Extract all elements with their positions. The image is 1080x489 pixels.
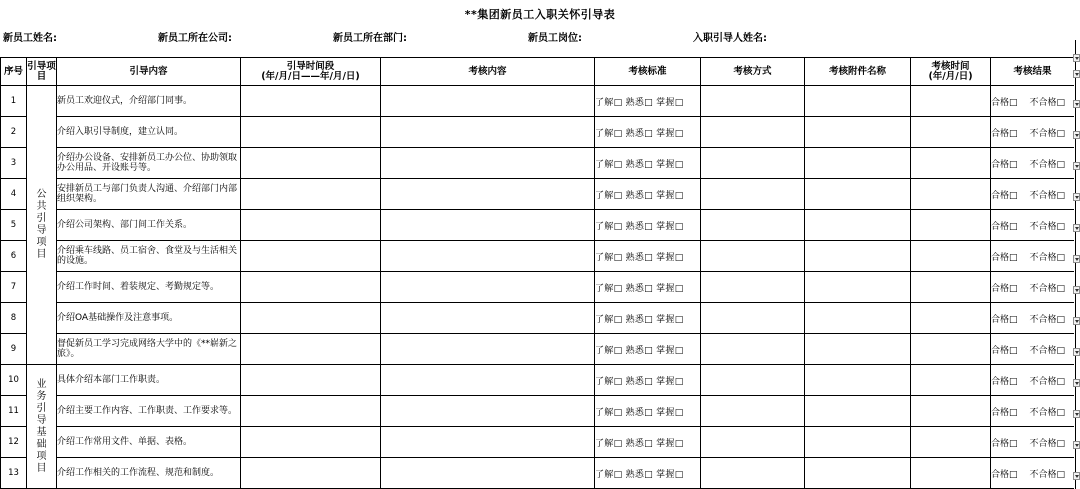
guide-period-cell[interactable] [241,272,381,303]
row-number-cell[interactable]: 7 [1,272,27,303]
assess-content-cell[interactable] [381,365,595,396]
filter-dropdown-icon[interactable] [1073,255,1080,263]
assess-standard-cell[interactable]: 了解□ 熟悉□ 掌握□ [595,117,701,148]
table-row [1,458,1075,489]
attachment-name-cell[interactable] [805,334,911,365]
guide-period-cell[interactable] [241,303,381,334]
assess-content-cell[interactable] [381,334,595,365]
result-pass-checkbox[interactable]: 合格□ [991,221,1018,232]
assess-standard-cell[interactable]: 了解□ 熟悉□ 掌握□ [595,365,701,396]
header-category[interactable]: 引导项目 [27,58,57,86]
assess-standard-cell[interactable]: 了解□ 熟悉□ 掌握□ [595,458,701,489]
filter-dropdown-icon[interactable] [1073,70,1080,78]
result-fail-checkbox[interactable]: 不合格□ [1029,97,1066,108]
header-assess-time-label: 考核时间 [931,60,970,72]
assess-content-cell[interactable] [381,148,595,179]
position-label: 新员工岗位: [528,33,582,44]
assess-content-cell[interactable] [381,241,595,272]
assess-standard-cell[interactable]: 了解□ 熟悉□ 掌握□ [595,334,701,365]
guide-period-cell[interactable] [241,241,381,272]
assess-content-cell[interactable] [381,272,595,303]
assess-result-cell[interactable] [991,334,1075,365]
assess-result-cell[interactable] [991,148,1075,179]
attachment-name-cell[interactable] [805,241,911,272]
header-assess-time[interactable] [911,58,991,86]
header-result[interactable]: 考核结果 [991,58,1075,86]
row-number-cell[interactable]: 12 [1,427,27,458]
result-fail-checkbox[interactable]: 不合格□ [1029,438,1066,449]
assess-time-cell[interactable] [911,272,991,303]
result-pass-checkbox[interactable]: 合格□ [991,190,1018,201]
guide-content-cell[interactable]: 介绍工作常用文件、单据、表格。 [57,427,241,458]
table-row [1,365,1075,396]
result-pass-checkbox[interactable]: 合格□ [991,376,1018,387]
category-label: 业务引导基础项目 [36,378,47,474]
assess-result-cell[interactable] [991,396,1075,427]
guide-period-cell[interactable] [241,396,381,427]
assess-time-cell[interactable] [911,427,991,458]
header-content[interactable]: 引导内容 [57,58,241,86]
assess-standard-cell[interactable]: 了解□ 熟悉□ 掌握□ [595,86,701,117]
assess-standard-cell[interactable]: 了解□ 熟悉□ 掌握□ [595,396,701,427]
result-fail-checkbox[interactable]: 不合格□ [1029,159,1066,170]
guide-period-cell[interactable] [241,334,381,365]
header-period-format: (年/月/日——年/月/日) [261,70,360,82]
result-pass-checkbox[interactable]: 合格□ [991,252,1018,263]
table-row [1,210,1075,241]
row-number-cell[interactable]: 4 [1,179,27,210]
assess-time-cell[interactable] [911,117,991,148]
guide-content-cell[interactable]: 介绍主要工作内容、工作职责、工作要求等。 [57,396,241,427]
attachment-name-cell[interactable] [805,210,911,241]
row-number-cell[interactable]: 2 [1,117,27,148]
table-row [1,272,1075,303]
guide-content-cell[interactable]: 介绍公司架构、部门间工作关系。 [57,210,241,241]
table-row [1,427,1075,458]
guide-content-cell[interactable]: 介绍办公设备、安排新员工办公位、协助领取办公用品、开设账号等。 [57,148,241,179]
result-fail-checkbox[interactable]: 不合格□ [1029,407,1066,418]
assess-time-cell[interactable] [911,148,991,179]
attachment-name-cell[interactable] [805,148,911,179]
assess-method-cell[interactable] [701,303,805,334]
assess-result-cell[interactable] [991,365,1075,396]
assess-method-cell[interactable] [701,427,805,458]
header-seq[interactable]: 序号 [1,58,27,86]
assess-standard-cell[interactable]: 了解□ 熟悉□ 掌握□ [595,427,701,458]
assess-method-cell[interactable] [701,148,805,179]
result-pass-checkbox[interactable]: 合格□ [991,345,1018,356]
assess-method-cell[interactable] [701,117,805,148]
filter-dropdown-icon[interactable] [1073,224,1080,232]
assess-result-cell[interactable] [991,272,1075,303]
assess-time-cell[interactable] [911,86,991,117]
employee-name-label: 新员工姓名: [3,33,57,44]
row-number-cell[interactable]: 11 [1,396,27,427]
assess-time-cell[interactable] [911,396,991,427]
guide-content-cell[interactable]: 介绍入职引导制度，建立认同。 [57,117,241,148]
filter-dropdown-icon[interactable] [1073,410,1080,418]
assess-content-cell[interactable] [381,396,595,427]
row-number-cell[interactable]: 10 [1,365,27,396]
filter-dropdown-icon[interactable] [1073,379,1080,387]
assess-method-cell[interactable] [701,272,805,303]
result-pass-checkbox[interactable]: 合格□ [991,283,1018,294]
table-row [1,303,1075,334]
assess-standard-cell[interactable]: 了解□ 熟悉□ 掌握□ [595,179,701,210]
attachment-name-cell[interactable] [805,458,911,489]
filter-dropdown-icon[interactable] [1073,472,1080,480]
assess-standard-cell[interactable]: 了解□ 熟悉□ 掌握□ [595,210,701,241]
assess-time-cell[interactable] [911,303,991,334]
result-pass-checkbox[interactable]: 合格□ [991,469,1018,480]
guide-period-cell[interactable] [241,179,381,210]
attachment-name-cell[interactable] [805,427,911,458]
assess-method-cell[interactable] [701,179,805,210]
header-assess-time-format: (年/月/日) [928,70,973,82]
guide-content-cell[interactable]: 介绍乘车线路、员工宿舍、食堂及与生活相关的设施。 [57,241,241,272]
assess-content-cell[interactable] [381,458,595,489]
assess-method-cell[interactable] [701,210,805,241]
row-number-cell[interactable]: 9 [1,334,27,365]
result-fail-checkbox[interactable]: 不合格□ [1029,345,1066,356]
attachment-name-cell[interactable] [805,396,911,427]
row-number-cell[interactable]: 6 [1,241,27,272]
guide-content-cell[interactable]: 安排新员工与部门负责人沟通、介绍部门内部组织架构。 [57,179,241,210]
filter-dropdown-icon[interactable] [1073,131,1080,139]
table-row [1,86,1075,117]
assess-method-cell[interactable] [701,458,805,489]
filter-dropdown-icon[interactable] [1073,441,1080,449]
result-pass-checkbox[interactable]: 合格□ [991,159,1018,170]
filter-dropdown-icon[interactable] [1073,348,1080,356]
assess-content-cell[interactable] [381,179,595,210]
assess-content-cell[interactable] [381,303,595,334]
filter-dropdown-icon[interactable] [1073,317,1080,325]
row-number-cell[interactable]: 13 [1,458,27,489]
row-number-cell[interactable]: 3 [1,148,27,179]
guide-content-cell[interactable]: 新员工欢迎仪式，介绍部门同事。 [57,86,241,117]
assess-content-cell[interactable] [381,210,595,241]
attachment-name-cell[interactable] [805,86,911,117]
filter-dropdown-icon[interactable] [1073,162,1080,170]
assess-content-cell[interactable] [381,117,595,148]
result-fail-checkbox[interactable]: 不合格□ [1029,221,1066,232]
table-row [1,241,1075,272]
assess-result-cell[interactable] [991,427,1075,458]
result-fail-checkbox[interactable]: 不合格□ [1029,283,1066,294]
attachment-name-cell[interactable] [805,303,911,334]
header-row [1,58,1075,86]
guide-period-cell[interactable] [241,365,381,396]
guide-period-cell[interactable] [241,210,381,241]
row-number-cell[interactable]: 8 [1,303,27,334]
header-assess-content[interactable]: 考核内容 [381,58,595,86]
guide-period-cell[interactable] [241,148,381,179]
assess-time-cell[interactable] [911,365,991,396]
filter-dropdown-icon[interactable] [1073,193,1080,201]
table-row [1,148,1075,179]
table-row [1,179,1075,210]
assess-standard-cell[interactable]: 了解□ 熟悉□ 掌握□ [595,148,701,179]
category-public-cell[interactable] [27,86,57,365]
header-method[interactable]: 考核方式 [701,58,805,86]
assess-result-cell[interactable] [991,86,1075,117]
guide-period-cell[interactable] [241,427,381,458]
table-row [1,396,1075,427]
assess-standard-cell[interactable]: 了解□ 熟悉□ 掌握□ [595,241,701,272]
filter-dropdown-icon[interactable] [1073,54,1080,62]
result-fail-checkbox[interactable]: 不合格□ [1029,252,1066,263]
assess-method-cell[interactable] [701,334,805,365]
result-fail-checkbox[interactable]: 不合格□ [1029,190,1066,201]
assess-result-cell[interactable] [991,303,1075,334]
filter-dropdown-icon[interactable] [1073,286,1080,294]
assess-time-cell[interactable] [911,179,991,210]
table-row [1,334,1075,365]
result-fail-checkbox[interactable]: 不合格□ [1029,128,1066,139]
guide-content-cell[interactable]: 介绍OA基础操作及注意事项。 [57,303,241,334]
header-period[interactable] [241,58,381,86]
result-fail-checkbox[interactable]: 不合格□ [1029,376,1066,387]
result-fail-checkbox[interactable]: 不合格□ [1029,314,1066,325]
assess-method-cell[interactable] [701,241,805,272]
result-pass-checkbox[interactable]: 合格□ [991,97,1018,108]
result-pass-checkbox[interactable]: 合格□ [991,314,1018,325]
assess-result-cell[interactable] [991,210,1075,241]
attachment-name-cell[interactable] [805,272,911,303]
table-row [1,117,1075,148]
result-pass-checkbox[interactable]: 合格□ [991,438,1018,449]
category-business-cell[interactable] [27,365,57,489]
form-title: **集团新员工入职关怀引导表 [464,8,616,21]
row-number-cell[interactable]: 5 [1,210,27,241]
filter-dropdown-icon[interactable] [1073,100,1080,108]
guide-content-cell[interactable]: 具体介绍本部门工作职责。 [57,365,241,396]
guide-period-cell[interactable] [241,86,381,117]
category-label: 公共引导项目 [36,189,47,260]
assess-time-cell[interactable] [911,334,991,365]
row-number-cell[interactable]: 1 [1,86,27,117]
assess-standard-cell[interactable]: 了解□ 熟悉□ 掌握□ [595,272,701,303]
assess-result-cell[interactable] [991,179,1075,210]
guide-name-label: 入职引导人姓名: [693,33,767,44]
assess-result-cell[interactable] [991,458,1075,489]
guide-period-cell[interactable] [241,117,381,148]
attachment-name-cell[interactable] [805,365,911,396]
assess-time-cell[interactable] [911,241,991,272]
result-pass-checkbox[interactable]: 合格□ [991,407,1018,418]
guidance-table [0,57,1075,489]
company-label: 新员工所在公司: [158,33,232,44]
assess-method-cell[interactable] [701,86,805,117]
result-fail-checkbox[interactable]: 不合格□ [1029,469,1066,480]
guide-content-cell[interactable]: 介绍工作时间、着装规定、考勤规定等。 [57,272,241,303]
assess-time-cell[interactable] [911,210,991,241]
header-period-label: 引导时间段 [286,60,335,72]
guide-content-cell[interactable]: 督促新员工学习完成网络大学中的《**崭新之旅》。 [57,334,241,365]
assess-content-cell[interactable] [381,86,595,117]
header-attachment[interactable]: 考核附件名称 [805,58,911,86]
header-standard[interactable]: 考核标准 [595,58,701,86]
attachment-name-cell[interactable] [805,117,911,148]
attachment-name-cell[interactable] [805,179,911,210]
assess-result-cell[interactable] [991,241,1075,272]
guide-period-cell[interactable] [241,458,381,489]
department-label: 新员工所在部门: [333,33,407,44]
result-pass-checkbox[interactable]: 合格□ [991,128,1018,139]
assess-content-cell[interactable] [381,427,595,458]
guide-content-cell[interactable]: 介绍工作相关的工作流程、规范和制度。 [57,458,241,489]
assess-result-cell[interactable] [991,117,1075,148]
assess-method-cell[interactable] [701,365,805,396]
assess-method-cell[interactable] [701,396,805,427]
assess-standard-cell[interactable]: 了解□ 熟悉□ 掌握□ [595,303,701,334]
assess-time-cell[interactable] [911,458,991,489]
